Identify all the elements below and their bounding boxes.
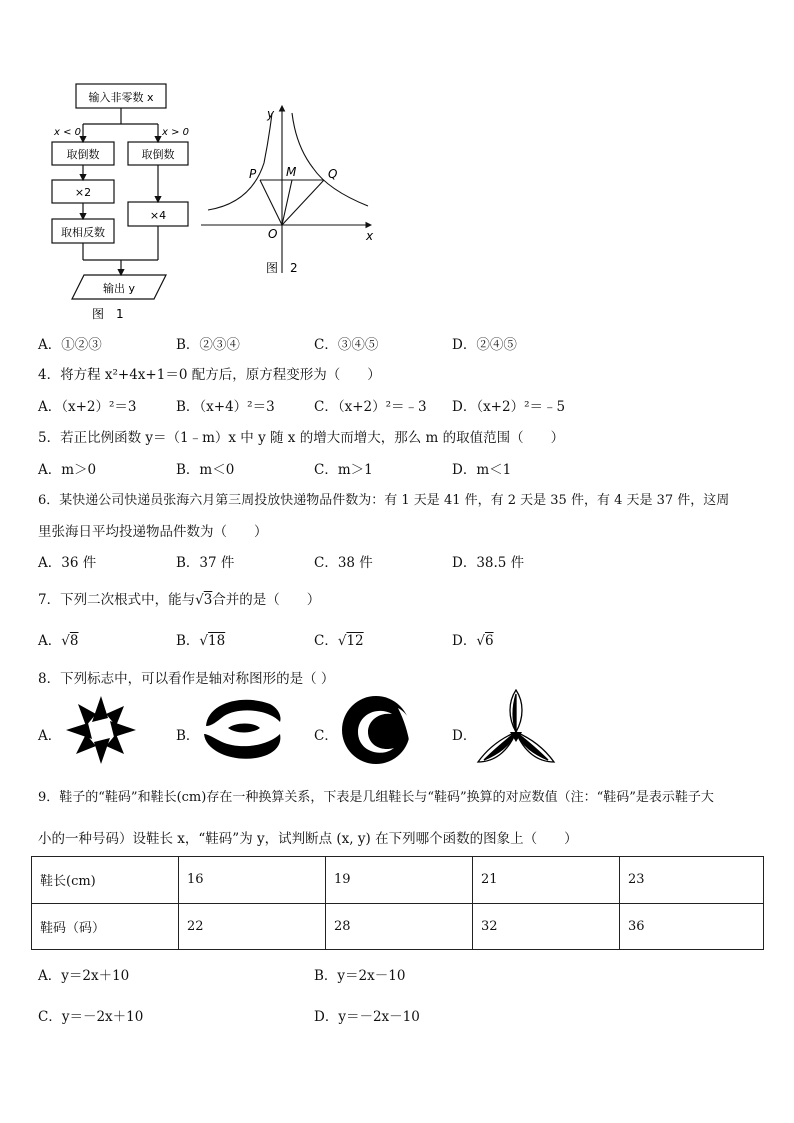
segment-oq [282, 180, 324, 225]
q9-stem-line1: 9．鞋子的“鞋码”和鞋长(cm)存在一种换算关系，下表是几组鞋长与“鞋码”换算的对应数值（注：“鞋码”是表示鞋子大 [38, 790, 714, 805]
q7-option-d: D．√6 [452, 633, 494, 649]
table-cell: 23 [620, 857, 764, 904]
table-cell: 21 [473, 857, 620, 904]
q3-option-b: B．②③④ [176, 337, 240, 353]
q4-option-b: B．（x+4）²＝3 [176, 399, 275, 415]
q6-option-d: D．38.5 件 [452, 555, 525, 571]
table-row [32, 903, 764, 950]
left-branch [208, 113, 272, 210]
point-p-label: P [249, 167, 257, 181]
q9-option-c: C．y＝－2x＋10 [38, 1009, 144, 1025]
reciprocal-right-label: 取倒数 [141, 148, 175, 161]
shoe-size-table [31, 856, 764, 950]
q5-option-b: B．m＜0 [176, 462, 235, 478]
logo-a-pinwheel-image [62, 692, 140, 768]
q7-stem-radical: √3 [195, 592, 213, 608]
q8-option-b: B． [176, 728, 200, 744]
input-box-label: 输入非零数 x [88, 91, 154, 104]
table-cell: 36 [620, 903, 764, 950]
table-cell: 鞋长(cm) [32, 857, 179, 904]
q9-option-a: A．y＝2x＋10 [38, 968, 130, 984]
q7-option-b: B．√18 [176, 633, 226, 649]
y-axis-label: y [267, 107, 275, 121]
logo-b-crescents-image [200, 694, 284, 764]
q7-stem [38, 588, 320, 608]
q9-stem-line2: 小的一种号码）设鞋长 x，“鞋码”为 y，试判断点 (x, y) 在下列哪个函数的图象上（ ） [38, 831, 578, 847]
q6-stem-line2: 里张海日平均投递物品件数为（ ） [38, 524, 268, 540]
q3-option-c: C．③④⑤ [314, 337, 379, 353]
times4-label: ×4 [149, 209, 167, 222]
logo-d-three-petal-image [474, 688, 558, 770]
output-label: 输出 y [102, 282, 136, 295]
q3-option-a: A．①②③ [38, 337, 102, 353]
table-cell: 28 [326, 903, 473, 950]
q4-option-a: A．（x+2）²＝3 [38, 399, 137, 415]
q5-stem: 5．若正比例函数 y＝（1﹣m）x 中 y 随 x 的增大而增大，那么 m 的取值范围（ ） [38, 430, 565, 446]
q7-option-a: A．√8 [38, 633, 79, 649]
q6-option-c: C．38 件 [314, 555, 373, 571]
table-cell: 32 [473, 903, 620, 950]
q8-option-c: C． [314, 728, 338, 744]
origin-label: O [268, 227, 278, 241]
point-m-label: M [286, 165, 297, 179]
segment-op [260, 180, 282, 225]
table-cell: 鞋码（码） [32, 903, 179, 950]
q6-option-b: B．37 件 [176, 555, 235, 571]
q6-stem-line1: 6．某快递公司快递员张海六月第三周投放快递物品件数为：有 1 天是 41 件，有 2 天是 35 件，有 4 天是 37 件，这周 [38, 493, 730, 508]
times2-label: ×2 [74, 186, 92, 199]
q4-stem: 4．将方程 x²+4x+1＝0 配方后，原方程变形为（ ） [38, 367, 381, 383]
figure2-graph [196, 98, 381, 278]
cond-neg-label: x < 0 [54, 127, 82, 138]
reciprocal-left-label: 取倒数 [66, 148, 100, 161]
q4-option-c: C．（x+2）²＝﹣3 [314, 399, 427, 415]
q8-stem: 8．下列标志中，可以看作是轴对称图形的是（ ） [38, 671, 335, 687]
point-q-label: Q [328, 167, 338, 181]
figure1-flowchart [40, 82, 210, 327]
figure1-caption: 图 1 [92, 307, 124, 321]
q5-option-d: D．m＜1 [452, 462, 512, 478]
q6-option-a: A．36 件 [38, 555, 97, 571]
q5-option-c: C．m＞1 [314, 462, 373, 478]
q3-option-d: D．②④⑤ [452, 337, 517, 353]
table-cell: 16 [179, 857, 326, 904]
x-axis-label: x [366, 229, 374, 243]
q8-option-a: A． [38, 728, 62, 744]
q5-option-a: A．m＞0 [38, 462, 97, 478]
right-branch [292, 113, 368, 206]
segment-mo [282, 180, 292, 225]
q7-stem-pre: 7．下列二次根式中，能与 [38, 592, 196, 608]
q7-stem-post: 合并的是（ ） [212, 592, 321, 608]
table-row [32, 857, 764, 904]
table-cell: 19 [326, 857, 473, 904]
cond-pos-label: x > 0 [162, 127, 190, 138]
q9-option-b: B．y＝2x－10 [314, 968, 406, 984]
q8-option-d: D． [452, 728, 477, 744]
figure2-caption: 图 2 [266, 261, 298, 275]
q9-option-d: D．y＝－2x－10 [314, 1009, 420, 1025]
opposite-label: 取相反数 [61, 226, 105, 239]
q7-option-c: C．√12 [314, 633, 364, 649]
logo-c-circle-crescent-image [338, 692, 418, 768]
table-cell: 22 [179, 903, 326, 950]
q4-option-d: D．（x+2）²＝﹣5 [452, 399, 566, 415]
